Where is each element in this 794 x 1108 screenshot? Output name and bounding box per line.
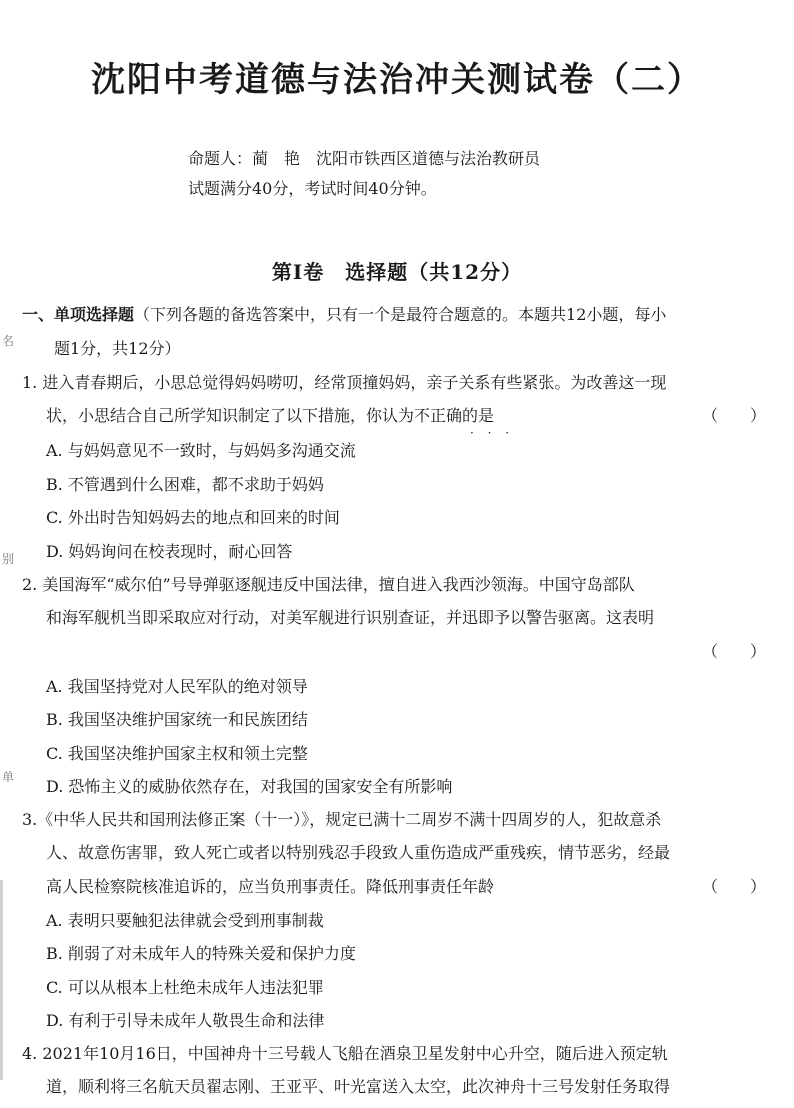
question-3-option-b: B. 削弱了对未成年人的特殊关爱和保护力度 — [46, 944, 356, 963]
question-3-stem-3: 高人民检察院核准追诉的，应当负刑事责任。降低刑事责任年龄 — [46, 877, 495, 896]
answer-parentheses[interactable]: （ ） — [702, 877, 767, 896]
author-line: 命题人：蔺 艳 沈阳市铁西区道德与法治教研员 — [188, 149, 541, 168]
section-heading-line — [22, 303, 666, 327]
question-2-stem-2: 和海军舰机当即采取应对行动，对美军舰进行识别查证，并迅即予以警告驱离。这表明 — [46, 608, 655, 627]
binding-edge — [0, 880, 3, 1080]
question-3-option-d: D. 有利于引导未成年人敬畏生命和法律 — [46, 1011, 325, 1030]
question-1-option-d: D. 妈妈询问在校表现时，耐心回答 — [46, 542, 293, 561]
question-4-stem-1: 4. 2021年10月16日，中国神舟十三号载人飞船在酒泉卫星发射中心升空，随后进入预定轨 — [22, 1044, 668, 1063]
question-2-option-c: C. 我国坚决维护国家主权和领土完整 — [46, 744, 308, 763]
exam-info-line: 试题满分40分，考试时间40分钟。 — [188, 179, 437, 198]
margin-mark: 单 — [2, 770, 15, 784]
question-1-option-c: C. 外出时告知妈妈去的地点和回来的时间 — [46, 508, 340, 527]
section-note: （下列各题的备选答案中，只有一个是最符合题意的。本题共12小题，每小 — [134, 305, 667, 324]
question-2-option-b: B. 我国坚决维护国家统一和民族团结 — [46, 710, 308, 729]
question-1-stem-2: 状，小思结合自己所学知识制定了以下措施，你认为不正确的是 — [46, 406, 495, 425]
question-2-option-a: A. 我国坚持党对人民军队的绝对领导 — [46, 677, 308, 696]
question-2-option-d: D. 恐怖主义的威胁依然存在，对我国的国家安全有所影响 — [46, 777, 453, 796]
section-note-cont: 题1分，共12分） — [54, 339, 181, 358]
question-1-stem-1: 1. 进入青春期后，小思总觉得妈妈唠叨，经常顶撞妈妈，亲子关系有些紧张。为改善这一现 — [22, 373, 667, 392]
section-heading: 一、单项选择题 — [22, 305, 135, 324]
answer-parentheses[interactable]: （ ） — [702, 642, 767, 661]
emphasis-dots: · · · — [470, 426, 515, 440]
question-3-stem-1: 3.《中华人民共和国刑法修正案（十一）》，规定已满十二周岁不满十四周岁的人，犯故意杀 — [22, 810, 662, 829]
margin-mark: 别 — [2, 552, 15, 566]
question-3-option-c: C. 可以从根本上杜绝未成年人违法犯罪 — [46, 978, 324, 997]
answer-parentheses[interactable]: （ ） — [702, 406, 767, 425]
question-2-stem-1: 2. 美国海军“威尔伯”号导弹驱逐舰违反中国法律，擅自进入我西沙领海。中国守岛部队 — [22, 575, 635, 594]
question-3-stem-2: 人、故意伤害罪，致人死亡或者以特别残忍手段致人重伤造成严重残疾，情节恶劣，经最 — [46, 843, 671, 862]
margin-mark: 名 — [2, 334, 15, 348]
page-title: 沈阳中考道德与法治冲关测试卷（二） — [91, 60, 703, 100]
part-title: 第Ⅰ卷 选择题（共12分） — [271, 260, 523, 284]
question-4-stem-2: 道，顺利将三名航天员翟志刚、王亚平、叶光富送入太空，此次神舟十三号发射任务取得 — [46, 1077, 671, 1096]
question-1-option-b: B. 不管遇到什么困难，都不求助于妈妈 — [46, 475, 324, 494]
question-3-option-a: A. 表明只要触犯法律就会受到刑事制裁 — [46, 911, 324, 930]
question-1-option-a: A. 与妈妈意见不一致时，与妈妈多沟通交流 — [46, 441, 356, 460]
